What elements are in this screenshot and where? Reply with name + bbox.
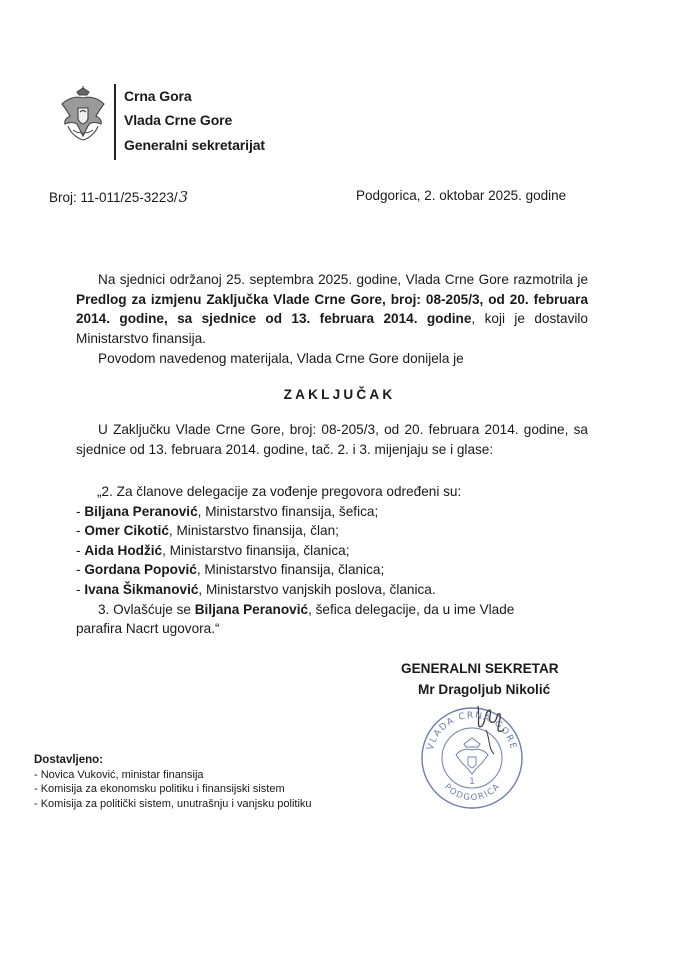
intro-bold: Predlog za izmjenu Zaključka Vlade Crne Gore, broj: 08-205/3, od 20. februara 2014. godine, sa sjednice od 13. februara 2014. godine [76, 291, 588, 327]
item3-bold: Biljana Peranović [194, 601, 309, 617]
member-prefix: - [76, 562, 85, 578]
decision-items [76, 482, 596, 639]
seal-left-text: VLADA [425, 715, 457, 752]
signature-name: Mr Dragoljub Nikolić [418, 682, 551, 697]
member-item [76, 502, 596, 522]
member-item [76, 521, 596, 541]
handwritten-number: 3 [178, 188, 189, 206]
member-prefix: - [76, 503, 85, 519]
place-date: Podgorica, 2. oktobar 2025. godine [356, 188, 567, 203]
seal-top-text [426, 711, 518, 751]
member-name: Biljana Peranović [84, 503, 198, 519]
seal-number: 1 [469, 777, 475, 787]
distribution-heading: Dostavljeno: [34, 754, 104, 766]
occasion-line: Povodom navedenog materijala, Vlada Crne Gore donijela je [98, 351, 464, 366]
item3-line2: parafira Nacrt ugovora.“ [76, 621, 220, 637]
reference-number-text: Broj: 11-011/25-3223/ [49, 190, 178, 205]
member-name: Ivana Šikmanović [84, 581, 199, 597]
member-prefix: - [76, 542, 85, 558]
reference-number [49, 188, 188, 206]
member-item [76, 541, 596, 561]
item3 [76, 600, 596, 620]
distribution-item: - Komisija za ekonomsku politiku i finansijski sistem [34, 783, 285, 795]
header-secretariat: Generalni sekretarijat [124, 137, 265, 153]
header-divider [114, 84, 116, 160]
intro-paragraph [76, 270, 588, 348]
member-name: Omer Cikotić [84, 523, 169, 539]
header-government: Vlada Crne Gore [124, 112, 233, 128]
seal-top-words: CRNA GORE [457, 710, 519, 752]
signature-title: GENERALNI SEKRETAR [401, 661, 559, 676]
document-title: ZAKLJUČAK [283, 387, 396, 402]
header-country: Crna Gora [124, 88, 192, 104]
coat-of-arms-icon [58, 86, 108, 144]
intro-part1: Na sjednici održanoj 25. septembra 2025. godine, Vlada Crne Gore razmotrila je [98, 272, 588, 287]
member-role: , Ministarstvo finansija, član; [168, 523, 339, 539]
item3-part2: , šefica delegacije, da u ime Vlade [308, 601, 515, 617]
decision-paragraph: U Zaključku Vlade Crne Gore, broj: 08-205/3, od 20. februara 2014. godine, sa sjednice od 13. februara 2014. godine, tač. 2. i 3. mijenjaju se i glase: [76, 422, 588, 457]
member-item [76, 580, 596, 600]
member-item [76, 560, 596, 580]
member-role: , Ministarstvo vanjskih poslova, članica. [198, 581, 436, 597]
item3-part1: 3. Ovlašćuje se [98, 601, 195, 617]
item2-intro: „2. Za članove delegacije za vođenje pregovora određeni su: [97, 484, 462, 499]
member-role: , Ministarstvo finansija, šefica; [197, 503, 379, 519]
distribution-list [34, 753, 312, 811]
member-name: Aida Hodžić [84, 542, 163, 558]
member-prefix: - [76, 581, 85, 597]
official-seal [416, 700, 528, 812]
distribution-item: - Novica Vuković, ministar finansija [34, 768, 204, 781]
member-prefix: - [76, 523, 85, 539]
member-role: , Ministarstvo finansija, članica; [162, 542, 350, 558]
seal-bottom-words: PODGORICA [442, 781, 503, 804]
intro-part2: , koji je dostavilo Ministarstvo finansija. [76, 311, 588, 346]
member-name: Gordana Popović [84, 562, 197, 578]
distribution-item: - Komisija za politički sistem, unutrašnju i vanjsku politiku [34, 797, 312, 810]
member-role: , Ministarstvo finansija, članica; [196, 562, 385, 578]
